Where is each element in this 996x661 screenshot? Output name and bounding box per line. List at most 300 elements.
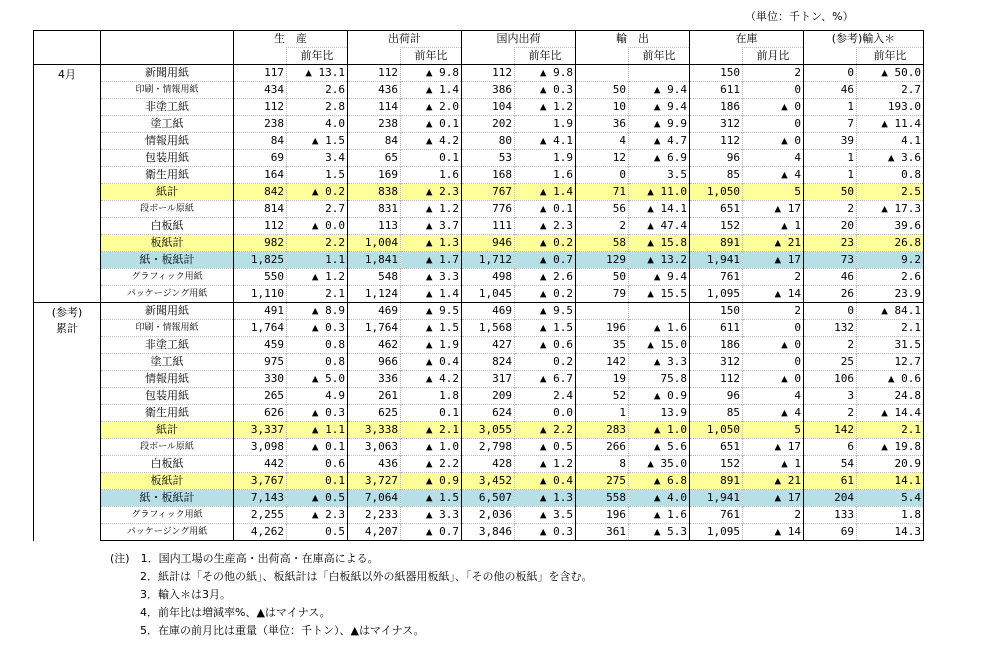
ratio-cell: ▲ 0 xyxy=(743,133,804,150)
ratio-cell: ▲ 15.5 xyxy=(629,286,690,303)
ratio-cell: ▲ 1.2 xyxy=(401,201,462,218)
value-cell: 491 xyxy=(234,303,287,320)
ratio-cell: 5 xyxy=(743,184,804,201)
value-cell: 624 xyxy=(462,405,515,422)
column-sub-header xyxy=(462,48,515,65)
value-cell: 975 xyxy=(234,354,287,371)
value-cell: 106 xyxy=(804,371,857,388)
table-row xyxy=(34,252,924,269)
ratio-cell: ▲ 9.4 xyxy=(629,99,690,116)
ratio-cell: 2.7 xyxy=(287,201,348,218)
ratio-cell: 2.2 xyxy=(287,235,348,252)
header-blank xyxy=(34,48,101,65)
row-label: 塗工紙 xyxy=(101,116,234,133)
value-cell: 238 xyxy=(348,116,401,133)
value-cell: 1,764 xyxy=(234,320,287,337)
value-cell: 61 xyxy=(804,473,857,490)
value-cell: 26 xyxy=(804,286,857,303)
table-row xyxy=(34,116,924,133)
ratio-cell: ▲ 17 xyxy=(743,490,804,507)
value-cell: 626 xyxy=(234,405,287,422)
value-cell: 469 xyxy=(462,303,515,320)
ratio-cell: ▲ 4 xyxy=(743,405,804,422)
ratio-cell: ▲ 0.9 xyxy=(629,388,690,405)
ratio-cell: ▲ 1.5 xyxy=(401,490,462,507)
value-cell: 1 xyxy=(576,405,629,422)
ratio-cell: 1.5 xyxy=(287,167,348,184)
value-cell: 312 xyxy=(690,116,743,133)
ratio-cell: ▲ 1.4 xyxy=(401,82,462,99)
ratio-cell: ▲ 9.5 xyxy=(401,303,462,320)
ratio-cell: 3.5 xyxy=(629,167,690,184)
ratio-cell: ▲ 5.0 xyxy=(287,371,348,388)
ratio-cell: ▲ 1.5 xyxy=(401,320,462,337)
value-cell: 129 xyxy=(576,252,629,269)
row-label: 衛生用紙 xyxy=(101,405,234,422)
ratio-cell: ▲ 2.2 xyxy=(515,422,576,439)
row-label: 情報用紙 xyxy=(101,133,234,150)
value-cell: 53 xyxy=(462,150,515,167)
value-cell: 1,825 xyxy=(234,252,287,269)
ratio-cell: ▲ 0.5 xyxy=(287,490,348,507)
value-cell: 891 xyxy=(690,473,743,490)
ratio-cell: ▲ 5.3 xyxy=(629,524,690,541)
ratio-cell: 0.1 xyxy=(287,473,348,490)
period-label: 4月 xyxy=(34,65,101,303)
value-cell: 1,095 xyxy=(690,286,743,303)
ratio-cell: ▲ 17 xyxy=(743,201,804,218)
ratio-cell: 3.4 xyxy=(287,150,348,167)
ratio-cell: ▲ 13.2 xyxy=(629,252,690,269)
row-label: グラフィック用紙 xyxy=(101,269,234,286)
ratio-cell: ▲ 1.6 xyxy=(629,320,690,337)
ratio-cell: 31.5 xyxy=(857,337,924,354)
ratio-cell: 12.7 xyxy=(857,354,924,371)
value-cell: 3,452 xyxy=(462,473,515,490)
value-cell: 2,233 xyxy=(348,507,401,524)
ratio-cell: ▲ 0 xyxy=(743,337,804,354)
table-row xyxy=(34,184,924,201)
value-cell: 238 xyxy=(234,116,287,133)
column-group-header: 出荷計 xyxy=(348,31,462,48)
value-cell: 202 xyxy=(462,116,515,133)
value-cell: 0 xyxy=(576,167,629,184)
ratio-cell: ▲ 0.3 xyxy=(515,82,576,99)
table-row xyxy=(34,473,924,490)
ratio-cell: ▲ 9.5 xyxy=(515,303,576,320)
ratio-cell: ▲ 17 xyxy=(743,252,804,269)
value-cell: 361 xyxy=(576,524,629,541)
ratio-cell: ▲ 1.0 xyxy=(401,439,462,456)
value-cell: 1,941 xyxy=(690,252,743,269)
column-sub-header xyxy=(576,48,629,65)
ratio-cell: 13.9 xyxy=(629,405,690,422)
ratio-cell: 23.9 xyxy=(857,286,924,303)
ratio-cell: ▲ 0 xyxy=(743,99,804,116)
table-row xyxy=(34,218,924,235)
table-row xyxy=(34,286,924,303)
row-label: 板紙計 xyxy=(101,235,234,252)
ratio-cell: ▲ 6.8 xyxy=(629,473,690,490)
ratio-cell: ▲ 11.4 xyxy=(857,116,924,133)
value-cell: 65 xyxy=(348,150,401,167)
value-cell: 611 xyxy=(690,82,743,99)
ratio-cell: 0.5 xyxy=(287,524,348,541)
value-cell: 84 xyxy=(234,133,287,150)
header-blank xyxy=(101,48,234,65)
value-cell: 112 xyxy=(234,218,287,235)
ratio-cell: ▲ 11.0 xyxy=(629,184,690,201)
ratio-cell: 0 xyxy=(743,116,804,133)
ratio-cell: ▲ 35.0 xyxy=(629,456,690,473)
table-row xyxy=(34,456,924,473)
ratio-cell: 5 xyxy=(743,422,804,439)
value-cell: 1,124 xyxy=(348,286,401,303)
ratio-cell: ▲ 3.7 xyxy=(401,218,462,235)
value-cell: 2,255 xyxy=(234,507,287,524)
value-cell: 80 xyxy=(462,133,515,150)
ratio-cell: ▲ 9.4 xyxy=(629,269,690,286)
value-cell: 150 xyxy=(690,303,743,320)
ratio-cell: ▲ 19.8 xyxy=(857,439,924,456)
ratio-cell: 0.8 xyxy=(287,337,348,354)
notes xyxy=(110,550,593,640)
value-cell: 1,050 xyxy=(690,184,743,201)
period-label: (参考) 累計 xyxy=(34,303,101,541)
value-cell: 767 xyxy=(462,184,515,201)
table-row xyxy=(34,99,924,116)
ratio-cell: ▲ 14 xyxy=(743,286,804,303)
value-cell: 2 xyxy=(576,218,629,235)
ratio-cell: ▲ 0.1 xyxy=(515,201,576,218)
value-cell: 39 xyxy=(804,133,857,150)
ratio-cell: ▲ 0.3 xyxy=(515,524,576,541)
ratio-cell: 75.8 xyxy=(629,371,690,388)
value-cell: 436 xyxy=(348,456,401,473)
ratio-cell: ▲ 0.1 xyxy=(401,116,462,133)
value-cell: 442 xyxy=(234,456,287,473)
ratio-cell: ▲ 8.9 xyxy=(287,303,348,320)
value-cell: 204 xyxy=(804,490,857,507)
row-label: 包装用紙 xyxy=(101,150,234,167)
column-group-header: 在庫 xyxy=(690,31,804,48)
value-cell: 550 xyxy=(234,269,287,286)
ratio-cell: ▲ 0.2 xyxy=(515,235,576,252)
value-cell: 2,036 xyxy=(462,507,515,524)
value-cell: 842 xyxy=(234,184,287,201)
value-cell: 891 xyxy=(690,235,743,252)
ratio-cell: ▲ 1.2 xyxy=(515,99,576,116)
value-cell: 112 xyxy=(234,99,287,116)
table-row xyxy=(34,405,924,422)
value-cell: 112 xyxy=(462,65,515,82)
ratio-cell: ▲ 0 xyxy=(743,371,804,388)
value-cell: 776 xyxy=(462,201,515,218)
value-cell: 168 xyxy=(462,167,515,184)
column-sub-header: 前年比 xyxy=(515,48,576,65)
ratio-cell: ▲ 0.0 xyxy=(287,218,348,235)
ratio-cell: 1.9 xyxy=(515,150,576,167)
ratio-cell: ▲ 2.3 xyxy=(515,218,576,235)
ratio-cell: 14.1 xyxy=(857,473,924,490)
ratio-cell: ▲ 1.4 xyxy=(515,184,576,201)
ratio-cell: ▲ 1.4 xyxy=(401,286,462,303)
ratio-cell: ▲ 17 xyxy=(743,439,804,456)
value-cell: 1,110 xyxy=(234,286,287,303)
ratio-cell: ▲ 14.1 xyxy=(629,201,690,218)
ratio-cell: ▲ 5.6 xyxy=(629,439,690,456)
value-cell: 196 xyxy=(576,320,629,337)
ratio-cell: ▲ 2.2 xyxy=(401,456,462,473)
ratio-cell: 9.2 xyxy=(857,252,924,269)
ratio-cell: ▲ 2.6 xyxy=(515,269,576,286)
value-cell: 36 xyxy=(576,116,629,133)
ratio-cell: 26.8 xyxy=(857,235,924,252)
ratio-cell: 2.6 xyxy=(857,269,924,286)
table-row xyxy=(34,371,924,388)
ratio-cell: 2.1 xyxy=(287,286,348,303)
ratio-cell: ▲ 14 xyxy=(743,524,804,541)
ratio-cell: ▲ 3.3 xyxy=(401,507,462,524)
value-cell: 132 xyxy=(804,320,857,337)
row-label: 白板紙 xyxy=(101,218,234,235)
ratio-cell: ▲ 0.2 xyxy=(287,184,348,201)
ratio-cell: ▲ 1.3 xyxy=(515,490,576,507)
ratio-cell: 0.1 xyxy=(401,405,462,422)
note-line: (注) 1．国内工場の生産高・出荷高・在庫高による。 xyxy=(110,552,379,565)
column-sub-header: 前年比 xyxy=(287,48,348,65)
ratio-cell: 2 xyxy=(743,303,804,320)
row-label: 印刷・情報用紙 xyxy=(101,82,234,99)
value-cell: 25 xyxy=(804,354,857,371)
value-cell xyxy=(576,303,629,320)
ratio-cell: 1.9 xyxy=(515,116,576,133)
ratio-cell: 0.8 xyxy=(287,354,348,371)
ratio-cell: ▲ 3.3 xyxy=(401,269,462,286)
ratio-cell: 2.4 xyxy=(515,388,576,405)
ratio-cell: ▲ 1.5 xyxy=(515,320,576,337)
value-cell: 434 xyxy=(234,82,287,99)
value-cell: 330 xyxy=(234,371,287,388)
ratio-cell: ▲ 1.5 xyxy=(287,133,348,150)
ratio-cell: 5.4 xyxy=(857,490,924,507)
ratio-cell: ▲ 17.3 xyxy=(857,201,924,218)
value-cell: 1,712 xyxy=(462,252,515,269)
value-cell: 142 xyxy=(576,354,629,371)
ratio-cell: ▲ 0.7 xyxy=(515,252,576,269)
value-cell: 96 xyxy=(690,388,743,405)
value-cell: 548 xyxy=(348,269,401,286)
row-label: 非塗工紙 xyxy=(101,99,234,116)
row-label: 包装用紙 xyxy=(101,388,234,405)
value-cell: 52 xyxy=(576,388,629,405)
ratio-cell: 1.6 xyxy=(401,167,462,184)
ratio-cell: ▲ 4.7 xyxy=(629,133,690,150)
value-cell: 3 xyxy=(804,388,857,405)
value-cell: 428 xyxy=(462,456,515,473)
value-cell: 117 xyxy=(234,65,287,82)
ratio-cell: ▲ 3.5 xyxy=(515,507,576,524)
ratio-cell: 39.6 xyxy=(857,218,924,235)
value-cell: 186 xyxy=(690,99,743,116)
column-group-header: 輸 出 xyxy=(576,31,690,48)
value-cell: 85 xyxy=(690,405,743,422)
value-cell: 112 xyxy=(690,371,743,388)
ratio-cell: ▲ 6.7 xyxy=(515,371,576,388)
ratio-cell: ▲ 4.2 xyxy=(401,371,462,388)
value-cell: 312 xyxy=(690,354,743,371)
value-cell: 3,846 xyxy=(462,524,515,541)
ratio-cell: 0 xyxy=(743,82,804,99)
ratio-cell: 2 xyxy=(743,65,804,82)
value-cell: 112 xyxy=(348,65,401,82)
ratio-cell: ▲ 1.2 xyxy=(515,456,576,473)
ratio-cell: 2.1 xyxy=(857,320,924,337)
value-cell: 982 xyxy=(234,235,287,252)
table-row xyxy=(34,150,924,167)
row-label: グラフィック用紙 xyxy=(101,507,234,524)
value-cell: 265 xyxy=(234,388,287,405)
ratio-cell: ▲ 4.1 xyxy=(515,133,576,150)
value-cell: 1,764 xyxy=(348,320,401,337)
ratio-cell: ▲ 21 xyxy=(743,235,804,252)
column-group-header: 国内出荷 xyxy=(462,31,576,48)
value-cell: 96 xyxy=(690,150,743,167)
table-row xyxy=(34,65,924,82)
value-cell: 1,568 xyxy=(462,320,515,337)
row-label: 紙計 xyxy=(101,184,234,201)
ratio-cell: ▲ 0.7 xyxy=(401,524,462,541)
ratio-cell: ▲ 9.4 xyxy=(629,82,690,99)
column-sub-header xyxy=(348,48,401,65)
paper-production-table xyxy=(33,30,924,541)
ratio-cell: ▲ 4.0 xyxy=(629,490,690,507)
ratio-cell: 0.2 xyxy=(515,354,576,371)
ratio-cell: ▲ 50.0 xyxy=(857,65,924,82)
ratio-cell: 20.9 xyxy=(857,456,924,473)
value-cell: 831 xyxy=(348,201,401,218)
value-cell: 1 xyxy=(804,99,857,116)
ratio-cell: ▲ 3.6 xyxy=(857,150,924,167)
ratio-cell: 4 xyxy=(743,150,804,167)
value-cell: 2 xyxy=(804,337,857,354)
value-cell: 152 xyxy=(690,218,743,235)
value-cell: 58 xyxy=(576,235,629,252)
ratio-cell: ▲ 0.4 xyxy=(515,473,576,490)
ratio-cell: ▲ 9.9 xyxy=(629,116,690,133)
value-cell: 1,941 xyxy=(690,490,743,507)
table-row xyxy=(34,422,924,439)
value-cell: 104 xyxy=(462,99,515,116)
ratio-cell: ▲ 84.1 xyxy=(857,303,924,320)
value-cell: 261 xyxy=(348,388,401,405)
value-cell: 50 xyxy=(804,184,857,201)
value-cell: 8 xyxy=(576,456,629,473)
value-cell: 3,338 xyxy=(348,422,401,439)
value-cell: 209 xyxy=(462,388,515,405)
value-cell: 651 xyxy=(690,439,743,456)
value-cell: 427 xyxy=(462,337,515,354)
value-cell: 3,098 xyxy=(234,439,287,456)
ratio-cell: 0.8 xyxy=(857,167,924,184)
value-cell: 1 xyxy=(804,167,857,184)
value-cell: 4,207 xyxy=(348,524,401,541)
value-cell: 7,143 xyxy=(234,490,287,507)
ratio-cell: 2.6 xyxy=(287,82,348,99)
table-row xyxy=(34,388,924,405)
value-cell: 3,767 xyxy=(234,473,287,490)
ratio-cell: ▲ 1.7 xyxy=(401,252,462,269)
ratio-cell: ▲ 13.1 xyxy=(287,65,348,82)
value-cell: 3,727 xyxy=(348,473,401,490)
value-cell: 1,050 xyxy=(690,422,743,439)
value-cell: 3,055 xyxy=(462,422,515,439)
value-cell: 152 xyxy=(690,456,743,473)
value-cell: 196 xyxy=(576,507,629,524)
ratio-cell: ▲ 9.8 xyxy=(401,65,462,82)
ratio-cell: 14.3 xyxy=(857,524,924,541)
value-cell: 7,064 xyxy=(348,490,401,507)
ratio-cell: 2.1 xyxy=(857,422,924,439)
ratio-cell: ▲ 1.3 xyxy=(401,235,462,252)
row-label: 白板紙 xyxy=(101,456,234,473)
value-cell: 469 xyxy=(348,303,401,320)
column-sub-header xyxy=(690,48,743,65)
value-cell: 814 xyxy=(234,201,287,218)
value-cell: 2 xyxy=(804,201,857,218)
ratio-cell: 1.1 xyxy=(287,252,348,269)
value-cell: 462 xyxy=(348,337,401,354)
ratio-cell: 193.0 xyxy=(857,99,924,116)
value-cell: 20 xyxy=(804,218,857,235)
ratio-cell: ▲ 47.4 xyxy=(629,218,690,235)
value-cell: 266 xyxy=(576,439,629,456)
row-label: 紙・板紙計 xyxy=(101,252,234,269)
ratio-cell: 2 xyxy=(743,269,804,286)
ratio-cell: 0 xyxy=(743,320,804,337)
value-cell: 50 xyxy=(576,269,629,286)
column-sub-header: 前年比 xyxy=(857,48,924,65)
row-label: パッケージング用紙 xyxy=(101,286,234,303)
ratio-cell xyxy=(629,65,690,82)
value-cell: 7 xyxy=(804,116,857,133)
row-label: 衛生用紙 xyxy=(101,167,234,184)
ratio-cell: 1.8 xyxy=(401,388,462,405)
value-cell: 19 xyxy=(576,371,629,388)
value-cell: 838 xyxy=(348,184,401,201)
row-label: 新聞用紙 xyxy=(101,65,234,82)
ratio-cell: ▲ 1.9 xyxy=(401,337,462,354)
value-cell: 35 xyxy=(576,337,629,354)
note-line: 2．紙計は「その他の紙」、板紙計は「白板紙以外の紙器用板紙」、「その他の板紙」を含む。 xyxy=(140,570,593,583)
value-cell: 4 xyxy=(576,133,629,150)
value-cell: 3,337 xyxy=(234,422,287,439)
value-cell: 317 xyxy=(462,371,515,388)
row-label: 塗工紙 xyxy=(101,354,234,371)
ratio-cell: ▲ 1.6 xyxy=(629,507,690,524)
column-group-header: (参考)輸入＊ xyxy=(804,31,924,48)
value-cell: 6,507 xyxy=(462,490,515,507)
value-cell: 113 xyxy=(348,218,401,235)
ratio-cell: ▲ 0.4 xyxy=(401,354,462,371)
ratio-cell: ▲ 0.9 xyxy=(401,473,462,490)
ratio-cell: 0 xyxy=(743,354,804,371)
value-cell: 0 xyxy=(804,65,857,82)
ratio-cell: 1.8 xyxy=(857,507,924,524)
value-cell: 1,841 xyxy=(348,252,401,269)
value-cell: 761 xyxy=(690,507,743,524)
value-cell: 761 xyxy=(690,269,743,286)
